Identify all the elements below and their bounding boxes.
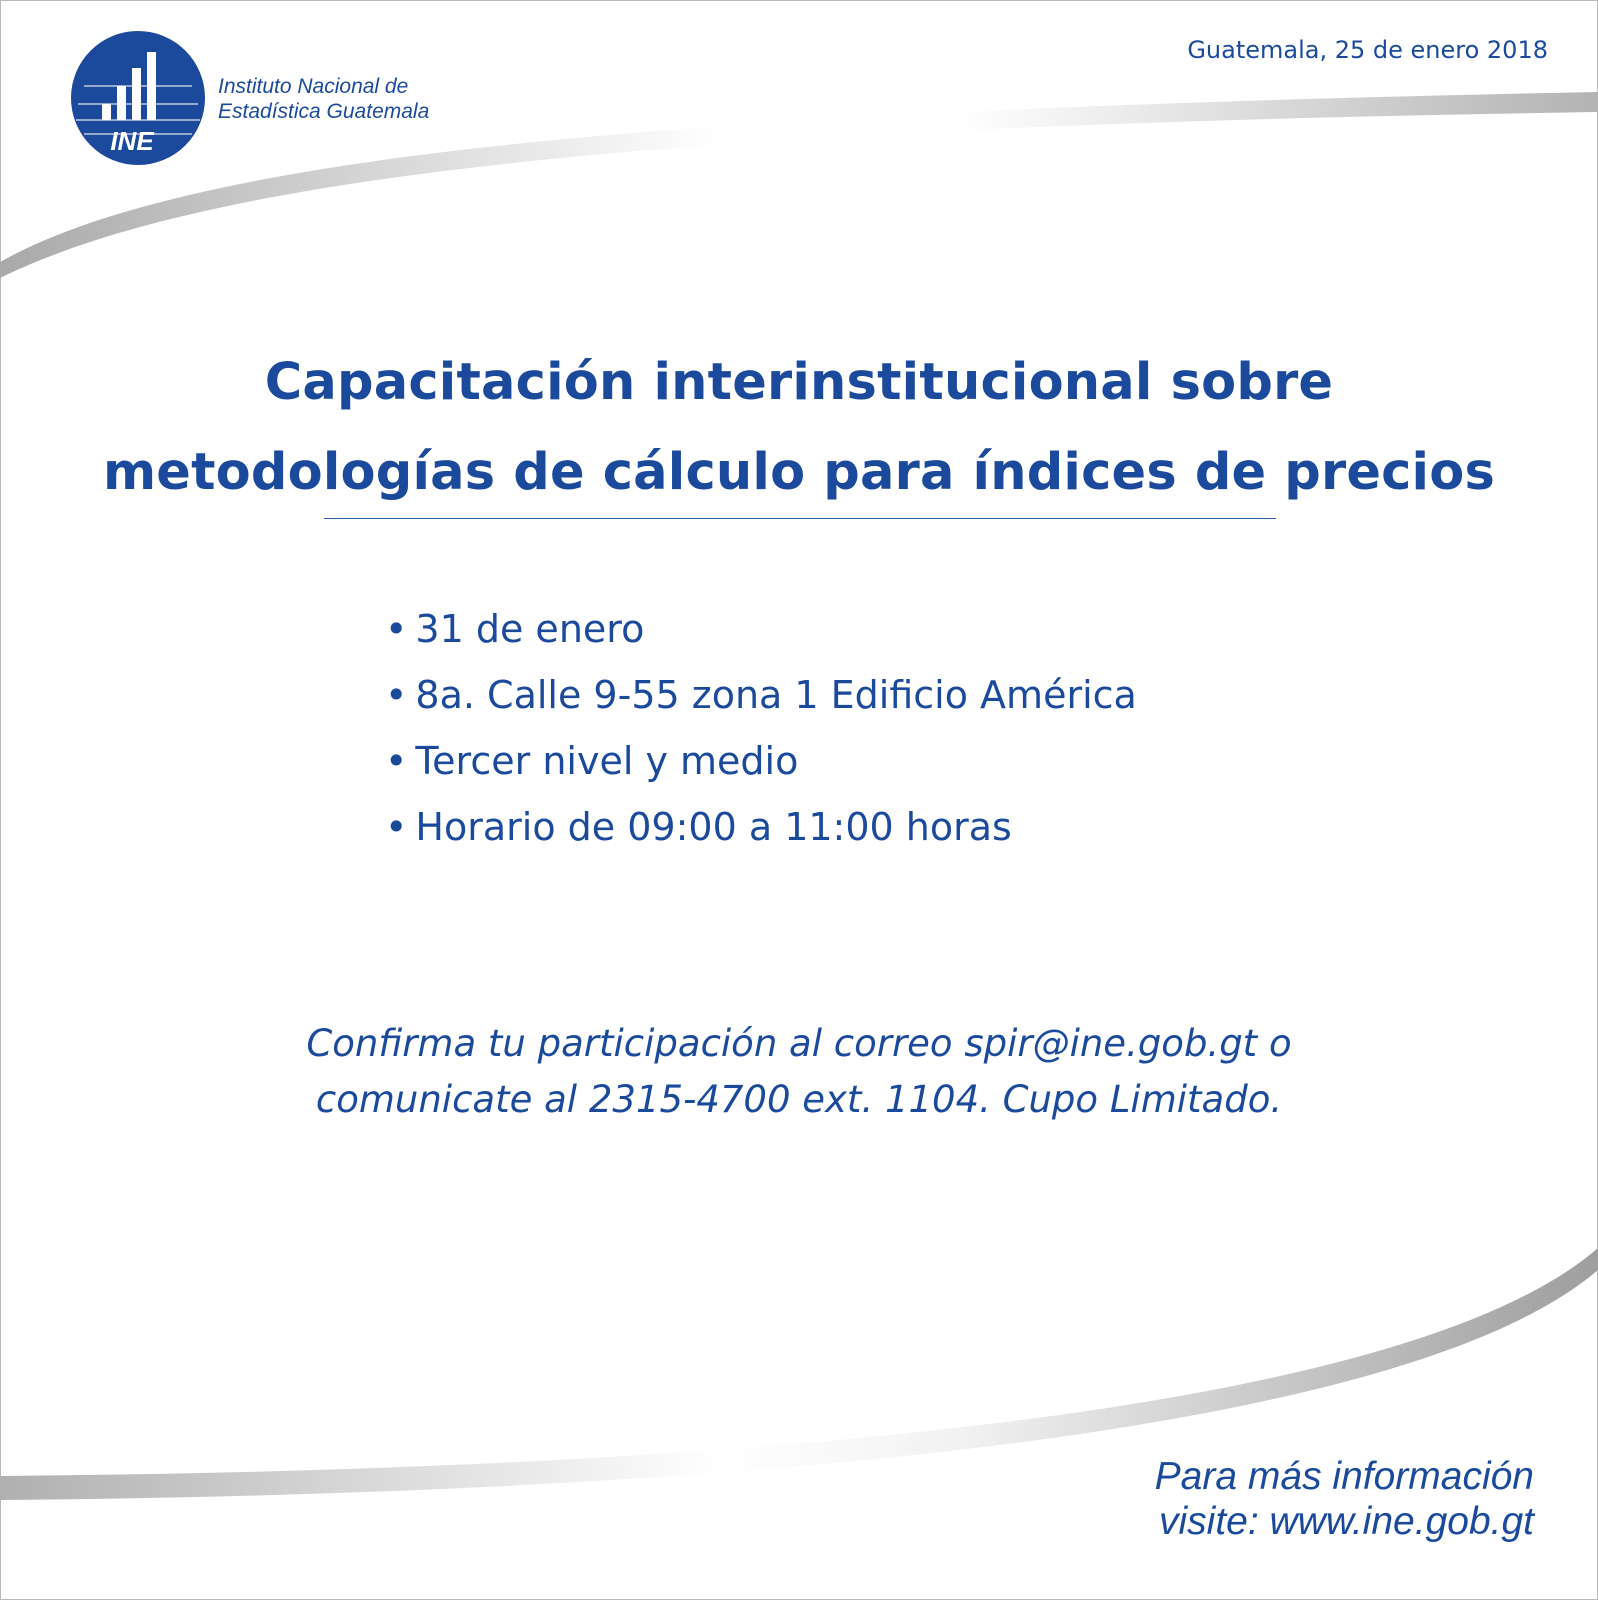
list-item bbox=[385, 662, 1137, 728]
detail-address: 8a. Calle 9-55 zona 1 Edificio América bbox=[415, 673, 1137, 717]
list-item bbox=[385, 794, 1137, 860]
confirmation-note bbox=[0, 1016, 1598, 1128]
detail-floor: Tercer nivel y medio bbox=[415, 739, 799, 783]
document-date: Guatemala, 25 de enero 2018 bbox=[1187, 36, 1548, 64]
footer-website: visite: www.ine.gob.gt bbox=[1158, 1500, 1534, 1543]
footer-line1: Para más información bbox=[1154, 1455, 1534, 1498]
bullet-icon: • bbox=[385, 607, 408, 651]
organization-name bbox=[218, 74, 429, 124]
detail-date: 31 de enero bbox=[415, 607, 645, 651]
event-details-list bbox=[385, 596, 1137, 860]
title-line2: metodologías de cálculo para índices de precios bbox=[102, 443, 1496, 502]
title-divider bbox=[324, 518, 1276, 519]
org-name-line1: Instituto Nacional de bbox=[218, 75, 409, 98]
confirm-line1: Confirma tu participación al correo spir@ine.gob.gt o bbox=[306, 1022, 1292, 1065]
confirm-line2: comunicate al 2315-4700 ext. 1104. Cupo Limitado. bbox=[315, 1078, 1283, 1121]
logo-text: INE bbox=[110, 126, 154, 156]
title-line1: Capacitación interinstitucional sobre bbox=[264, 353, 1334, 412]
list-item bbox=[385, 728, 1137, 794]
event-title bbox=[0, 338, 1598, 518]
detail-schedule: Horario de 09:00 a 11:00 horas bbox=[415, 805, 1012, 849]
bullet-icon: • bbox=[385, 739, 408, 783]
ine-logo-icon bbox=[70, 30, 206, 166]
bullet-icon: • bbox=[385, 673, 408, 717]
org-name-line2: Estadística Guatemala bbox=[218, 100, 430, 123]
bullet-icon: • bbox=[385, 805, 408, 849]
more-info-footer bbox=[1155, 1454, 1534, 1544]
list-item bbox=[385, 596, 1137, 662]
